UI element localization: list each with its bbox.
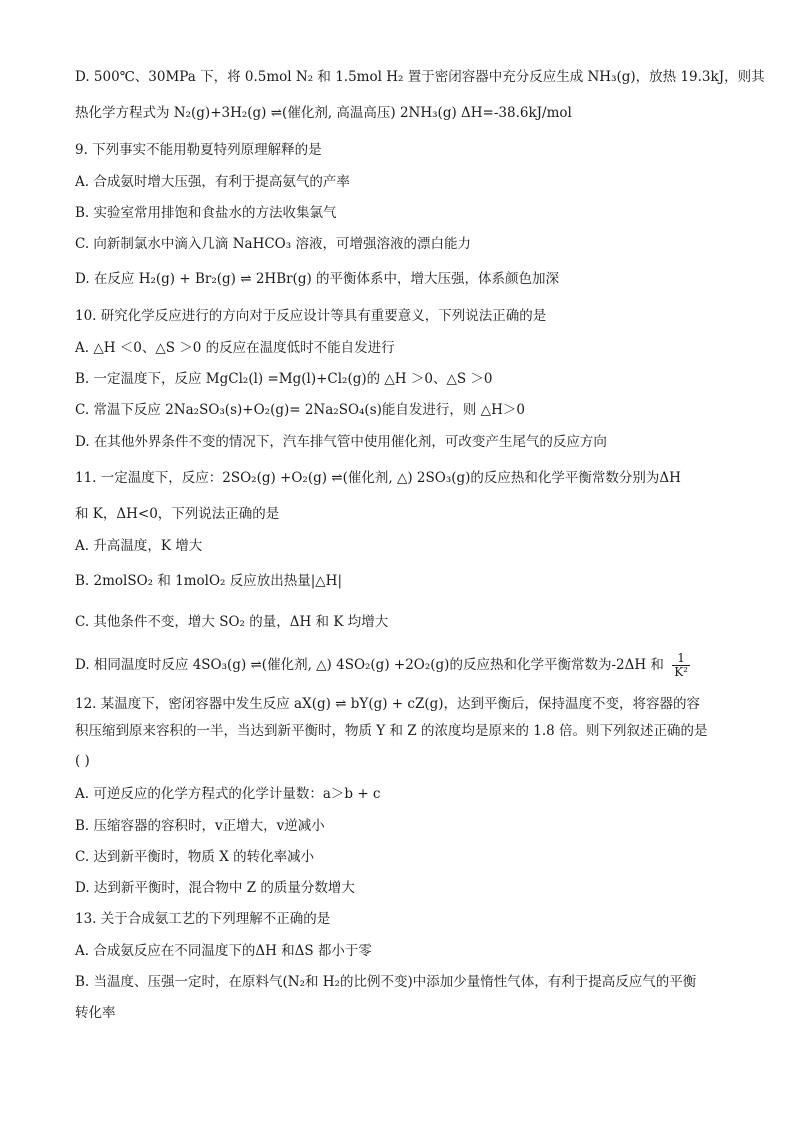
question-10-stem: 10. 研究化学反应进行的方向对于反应设计等具有重要意义，下列说法正确的是 xyxy=(75,308,547,324)
q8-option-d-line1: D. 500℃、30MPa 下，将 0.5mol N₂ 和 1.5mol H₂ 置于密闭容器中充分反应生成 NH₃(g)，放热 19.3kJ，则其 xyxy=(75,69,765,85)
question-11-option-d-text: D. 相同温度时反应 4SO₃(g) ⇌(催化剂, △) 4SO₂(g) +2O₂(g)的反应热和化学平衡常数为-2ΔH 和 xyxy=(75,657,664,673)
question-9-option-c: C. 向新制氯水中滴入几滴 NaHCO₃ 溶液，可增强溶液的漂白能力 xyxy=(75,236,471,252)
question-9-option-d: D. 在反应 H₂(g) + Br₂(g) ⇌ 2HBr(g) 的平衡体系中，增大压强，体系颜色加深 xyxy=(75,271,560,287)
question-9-option-b: B. 实验室常用排饱和食盐水的方法收集氯气 xyxy=(75,205,337,221)
question-13-option-a: A. 合成氨反应在不同温度下的ΔH 和ΔS 都小于零 xyxy=(75,943,372,959)
question-11-option-d xyxy=(75,652,690,679)
fraction xyxy=(672,652,690,679)
question-10-option-c: C. 常温下反应 2Na₂SO₃(s)+O₂(g)= 2Na₂SO₄(s)能自发进行，则 △H＞0 xyxy=(75,402,525,418)
question-12-option-c: C. 达到新平衡时，物质 X 的转化率减小 xyxy=(75,849,315,865)
answer-bracket: ( ) xyxy=(75,753,90,769)
fraction-denominator: K² xyxy=(674,665,688,679)
question-9-stem: 9. 下列事实不能用勒夏特列原理解释的是 xyxy=(75,142,322,158)
question-12-option-a: A. 可逆反应的化学方程式的化学计量数：a＞b + c xyxy=(75,786,381,802)
question-11-stem-line2: 和 K，ΔH<0，下列说法正确的是 xyxy=(75,506,280,522)
question-11-stem-line1: 11. 一定温度下，反应：2SO₂(g) +O₂(g) ⇌(催化剂, △) 2SO₃(g)的反应热和化学平衡常数分别为ΔH xyxy=(75,470,681,486)
question-13-stem: 13. 关于合成氨工艺的下列理解不正确的是 xyxy=(75,911,331,927)
question-13-option-b-line1: B. 当温度、压强一定时，在原料气(N₂和 H₂的比例不变)中添加少量惰性气体，有利于提高反应气的平衡 xyxy=(75,974,697,990)
question-12-stem-line2: 积压缩到原来容积的一半，当达到新平衡时，物质 Y 和 Z 的浓度均是原来的 1.8 倍。则下列叙述正确的是 xyxy=(75,723,708,739)
question-10-option-a: A. △H ＜0、△S ＞0 的反应在温度低时不能自发进行 xyxy=(75,340,395,356)
question-12-option-b: B. 压缩容器的容积时，v正增大，v逆减小 xyxy=(75,818,325,834)
question-13-option-b-line2: 转化率 xyxy=(75,1005,116,1021)
question-12-option-d: D. 达到新平衡时，混合物中 Z 的质量分数增大 xyxy=(75,880,355,896)
fraction-numerator: 1 xyxy=(672,652,690,666)
question-10-option-d: D. 在其他外界条件不变的情况下，汽车排气管中使用催化剂，可改变产生尾气的反应方向 xyxy=(75,434,607,450)
question-12-stem-line1: 12. 某温度下，密闭容器中发生反应 aX(g) ⇌ bY(g) + cZ(g)，达到平衡后，保持温度不变，将容器的容 xyxy=(75,696,701,712)
question-9-option-a: A. 合成氨时增大压强，有利于提高氨气的产率 xyxy=(75,174,350,190)
question-10-option-b: B. 一定温度下，反应 MgCl₂(l) =Mg(l)+Cl₂(g)的 △H ＞0、△S ＞0 xyxy=(75,371,493,387)
question-11-option-c: C. 其他条件不变，增大 SO₂ 的量，ΔH 和 K 均增大 xyxy=(75,614,389,630)
question-11-option-a: A. 升高温度，K 增大 xyxy=(75,538,203,554)
q8-option-d-line2: 热化学方程式为 N₂(g)+3H₂(g) ⇌(催化剂, 高温高压) 2NH₃(g) ΔH=-38.6kJ/mol xyxy=(75,105,572,121)
question-11-option-b: B. 2molSO₂ 和 1molO₂ 反应放出热量|△H| xyxy=(75,573,343,589)
